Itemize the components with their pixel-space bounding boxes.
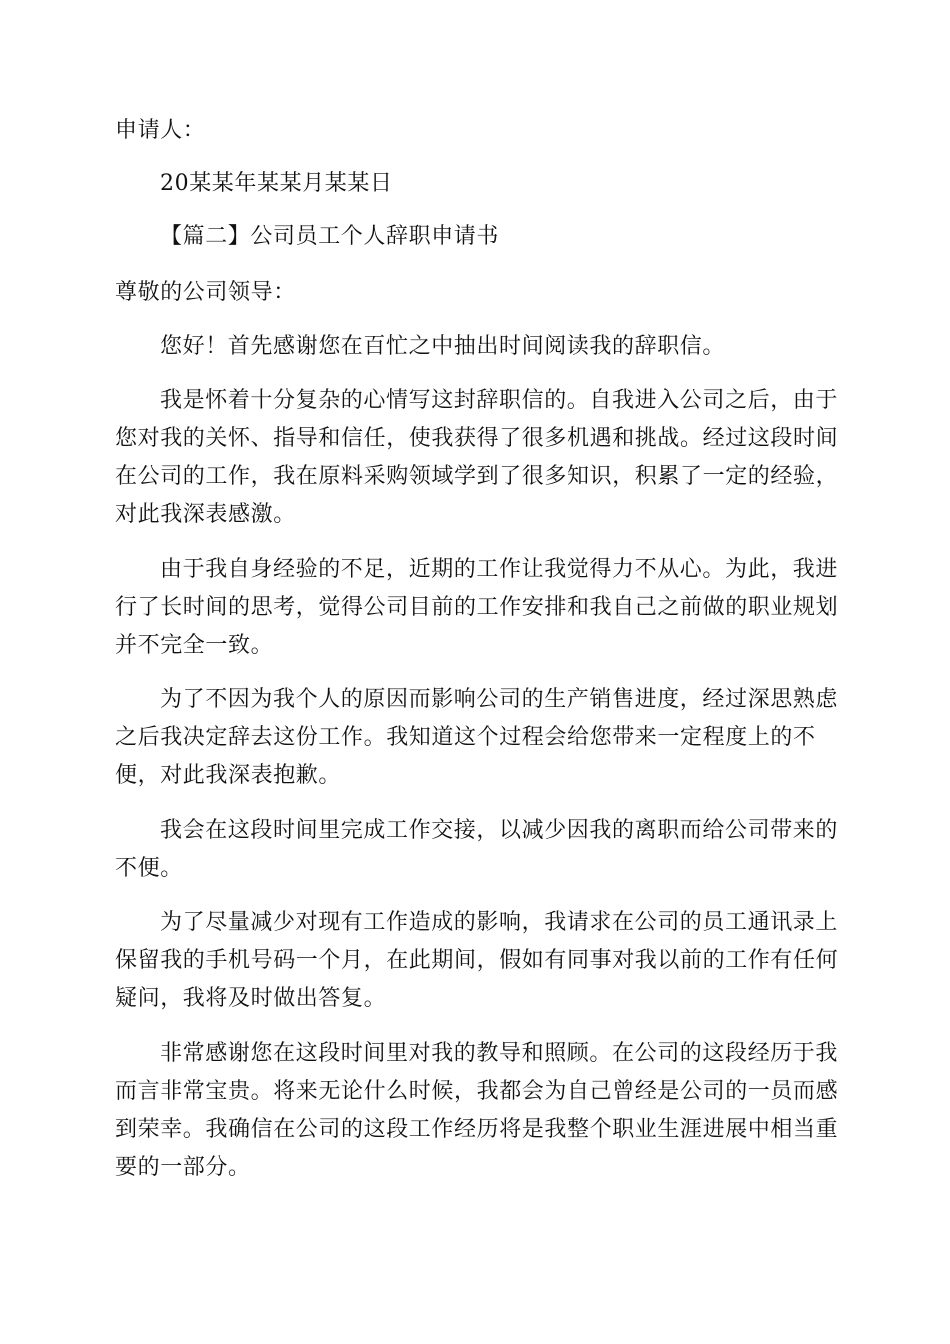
paragraph-line: 之后我决定辞去这份工作。我知道这个过程会给您带来一定程度上的不 [115, 725, 816, 750]
paragraph-line: 对此我深表感激。 [115, 502, 296, 527]
paragraph-line: 到荣幸。我确信在公司的这段工作经历将是我整个职业生涯进展中相当重 [115, 1117, 839, 1142]
salutation: 尊敬的公司领导： [115, 280, 296, 305]
paragraph-line: 我会在这段时间里完成工作交接，以减少因我的离职而给公司带来的 [160, 818, 839, 843]
paragraph-line: 您对我的关怀、指导和信任，使我获得了很多机遇和挑战。经过这段时间 [115, 426, 839, 451]
paragraph-line: 由于我自身经验的不足，近期的工作让我觉得力不从心。为此，我进 [160, 557, 839, 582]
applicant-label: 申请人： [115, 118, 206, 143]
paragraph-line: 非常感谢您在这段时间里对我的教导和照顾。在公司的这段经历于我 [160, 1041, 839, 1066]
paragraph-line: 要的一部分。 [115, 1155, 251, 1180]
paragraph-line: 保留我的手机号码一个月，在此期间，假如有同事对我以前的工作有任何 [115, 948, 839, 973]
paragraph-line: 并不完全一致。 [115, 633, 274, 658]
paragraph-line: 便，对此我深表抱歉。 [115, 763, 342, 788]
paragraph-line: 您好！首先感谢您在百忙之中抽出时间阅读我的辞职信。 [160, 334, 726, 359]
paragraph-line: 在公司的工作，我在原料采购领域学到了很多知识，积累了一定的经验， [115, 464, 839, 489]
paragraph-line: 而言非常宝贵。将来无论什么时候，我都会为自己曾经是公司的一员而感 [115, 1079, 839, 1104]
paragraph-line: 疑问，我将及时做出答复。 [115, 986, 387, 1011]
paragraph-line: 为了尽量减少对现有工作造成的影响，我请求在公司的员工通讯录上 [160, 910, 839, 935]
paragraph-line: 为了不因为我个人的原因而影响公司的生产销售进度，经过深思熟虑 [160, 687, 839, 712]
paragraph-line: 我是怀着十分复杂的心情写这封辞职信的。自我进入公司之后，由于 [160, 388, 839, 413]
paragraph-line: 不便。 [115, 856, 183, 881]
date-line: 20某某年某某月某某日 [160, 171, 393, 196]
paragraph-line: 行了长时间的思考，觉得公司目前的工作安排和我自己之前做的职业规划 [115, 595, 839, 620]
section-title: 【篇二】公司员工个人辞职申请书 [160, 224, 500, 249]
